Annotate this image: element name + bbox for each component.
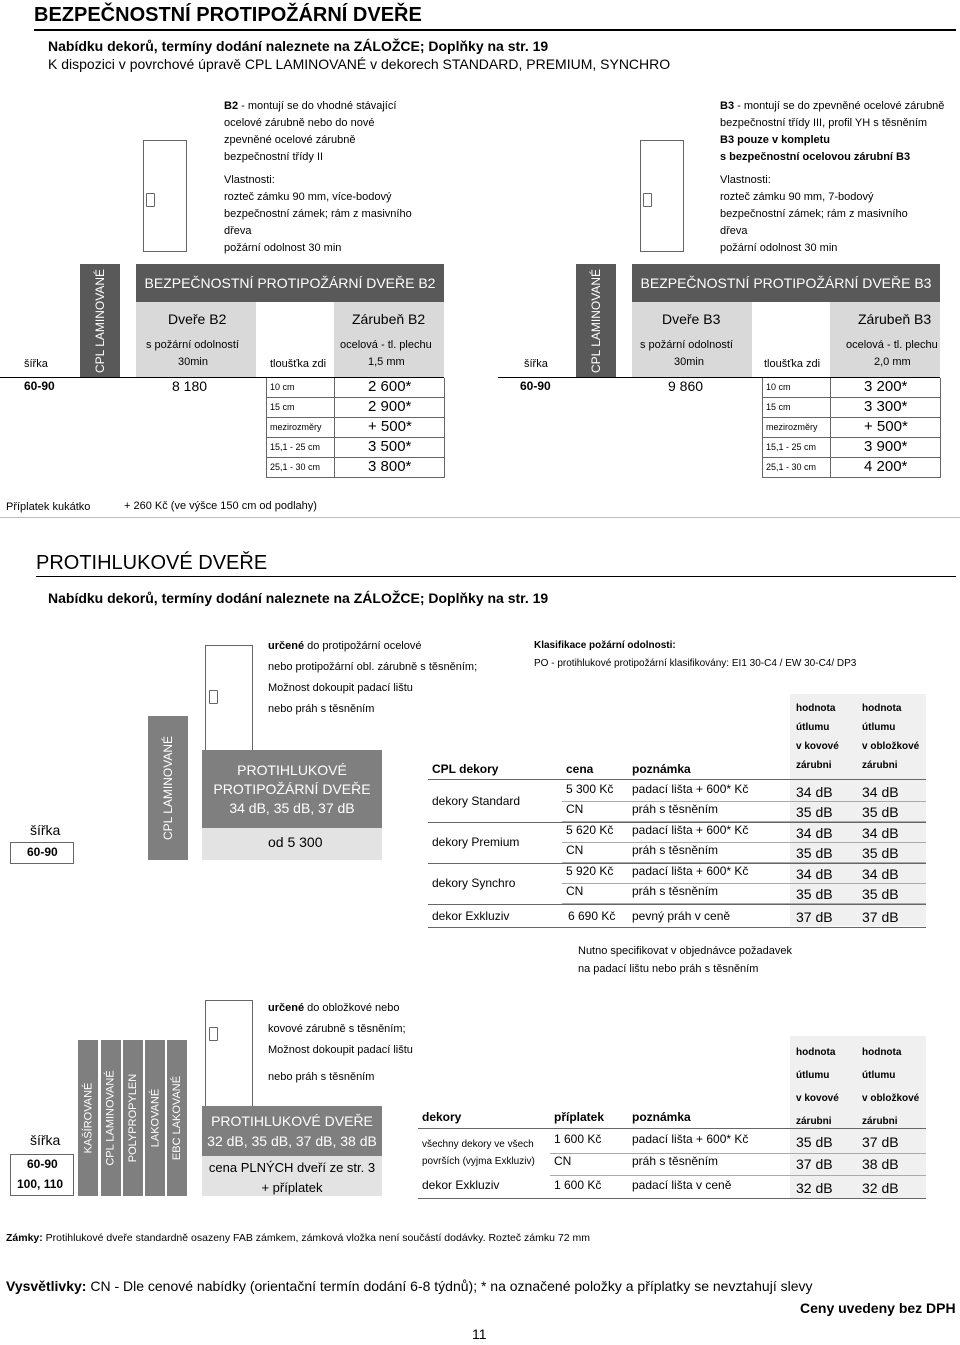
p1-width-value: 60-90 bbox=[27, 845, 58, 859]
b2-row-divider bbox=[266, 457, 444, 458]
door-b2-illustration bbox=[143, 140, 187, 252]
b2-row-divider bbox=[266, 477, 444, 478]
b3-col-divider bbox=[762, 378, 763, 478]
b2-frame-price-row: 2 900* bbox=[368, 398, 412, 415]
p1-decor-group: dekory Premium bbox=[432, 835, 520, 849]
b3-thickness-row: 25,1 - 30 cm bbox=[766, 462, 817, 472]
p1-col-lining: hodnota útlumu v obložkové zárubni bbox=[862, 703, 920, 771]
p1-price-cell: CN bbox=[566, 884, 584, 898]
b3-frame-price-row: 3 300* bbox=[864, 398, 908, 415]
p1-metal-db: 34 dB bbox=[796, 825, 833, 841]
p2-price-note: cena PLNÝCH dveří ze str. 3 + příplatek bbox=[208, 1160, 376, 1195]
b3-thickness-row: mezirozměry bbox=[766, 422, 818, 432]
p1-exkl-note: pevný práh v ceně bbox=[632, 909, 731, 923]
p2-finish-label: CPL LAMINOVANÉ bbox=[105, 1070, 118, 1166]
p1-metal-db: 35 dB bbox=[796, 886, 833, 902]
door-p1-illustration bbox=[205, 645, 253, 759]
b3-col-divider bbox=[940, 378, 941, 478]
p2-finish-vertical-4 bbox=[167, 1040, 187, 1196]
b3-frame-price-row: 3 900* bbox=[864, 438, 908, 455]
b2-frame-sub: ocelová - tl. plechu bbox=[340, 339, 432, 351]
p2-note-cell: práh s těsněním bbox=[632, 1154, 719, 1168]
p2-metal-db: 35 dB bbox=[796, 1134, 833, 1150]
p1-finish-vertical: CPL LAMINOVANÉ bbox=[148, 716, 188, 860]
b2-row-divider bbox=[266, 397, 444, 398]
b2-door-price: 8 180 bbox=[172, 378, 208, 394]
p2-row-divider bbox=[550, 1175, 926, 1176]
b2-thickness-row: mezirozměry bbox=[270, 422, 322, 432]
b2-door-sub2: 30min bbox=[178, 356, 208, 368]
b2-frame-price-row: 3 500* bbox=[368, 438, 412, 455]
p2-finish-label: KAŠÍROVANÉ bbox=[82, 1082, 94, 1154]
p1-note-cell: práh s těsněním bbox=[632, 884, 719, 898]
b3-door-header: Dveře B3 bbox=[662, 311, 721, 327]
b3-banner: BEZPEČNOSTNÍ PROTIPOŽÁRNÍ DVEŘE B3 bbox=[632, 264, 940, 302]
b3-thickness-row: 15 cm bbox=[766, 402, 791, 412]
prices-note: Ceny uvedeny bez DPH bbox=[800, 1300, 956, 1316]
b2-row-divider bbox=[266, 417, 444, 418]
b3-row-divider bbox=[762, 437, 940, 438]
b3-thickness-row: 10 cm bbox=[766, 382, 791, 392]
b3-row-divider bbox=[762, 477, 940, 478]
b2-frame-header: Zárubeň B2 bbox=[352, 311, 426, 327]
p1-note-cell: padací lišta + 600* Kč bbox=[632, 864, 749, 878]
b3-thickness-label: tloušťka zdi bbox=[764, 358, 821, 370]
page-number: 11 bbox=[472, 1326, 487, 1342]
b2-thickness-row: 15 cm bbox=[270, 402, 295, 412]
page-title: BEZPEČNOSTNÍ PROTIPOŽÁRNÍ DVEŘE bbox=[34, 4, 422, 26]
legend: Vysvětlivky: CN - Dle cenové nabídky (orientační termín dodání 6-8 týdnů); * na označené položky a příplatky se nevztahují slevy bbox=[6, 1278, 813, 1294]
b3-frame-sub2: 2,0 mm bbox=[874, 356, 911, 368]
b3-finish-vertical: CPL LAMINOVANÉ bbox=[576, 264, 616, 378]
b2-finish-vertical: CPL LAMINOVANÉ bbox=[80, 264, 120, 378]
p1-bottom-line bbox=[428, 927, 926, 928]
p1-product-name: PROTIHLUKOVÉ PROTIPOŽÁRNÍ DVEŘE 34 dB, 35 dB, 37 dB bbox=[202, 750, 382, 828]
p1-lining-db: 34 dB bbox=[862, 825, 899, 841]
b2-thickness-row: 25,1 - 30 cm bbox=[270, 462, 321, 472]
p1-exkl-price: 6 690 Kč bbox=[568, 909, 616, 923]
p1-width-label: šířka bbox=[30, 822, 61, 838]
p1-col-metal: hodnota útlumu v kovové zárubni bbox=[796, 703, 839, 771]
p1-metal-db: 35 dB bbox=[796, 845, 833, 861]
p2-finish-label: LAKOVANÉ bbox=[149, 1088, 161, 1148]
p1-metal-db: 35 dB bbox=[796, 804, 833, 820]
p1-lining-db: 34 dB bbox=[862, 866, 899, 882]
p2-col-metal: hodnota útlumu v kovové zárubni bbox=[796, 1047, 839, 1127]
b2-col-divider bbox=[334, 378, 335, 478]
subtitle-1: Nabídku dekorů, termíny dodání naleznete na ZÁLOŽCE; Doplňky na str. 19 bbox=[48, 38, 549, 54]
p1-decor-group: dekory Synchro bbox=[432, 876, 516, 890]
b2-frame-price-row: 2 600* bbox=[368, 378, 412, 395]
p1-note: Nutno specifikovat v objednávce požadavek na padací lištu nebo práh s těsněním bbox=[578, 945, 793, 975]
p2-surcharge-cell: 1 600 Kč bbox=[554, 1132, 602, 1146]
p2-note-cell: padací lišta + 600* Kč bbox=[632, 1132, 749, 1146]
b3-door-price: 9 860 bbox=[668, 378, 704, 394]
p1-lining-db: 35 dB bbox=[862, 886, 899, 902]
p2-metal-db: 37 dB bbox=[796, 1156, 833, 1172]
p2-finish-label: POLYPROPYLEN bbox=[127, 1073, 140, 1163]
p1-note-cell: práh s těsněním bbox=[632, 802, 719, 816]
p2-row-divider bbox=[550, 1153, 926, 1154]
b3-col-divider bbox=[830, 378, 831, 478]
b3-frame-header: Zárubeň B3 bbox=[858, 311, 932, 327]
door-p2-illustration bbox=[205, 1000, 253, 1114]
p1-metal-db: 34 dB bbox=[796, 866, 833, 882]
p2-lining-db: 38 dB bbox=[862, 1156, 899, 1172]
p2-surcharge-cell: CN bbox=[554, 1154, 572, 1168]
b2-door-sub: s požární odolností bbox=[146, 339, 239, 351]
peephole-label: Příplatek kukátko bbox=[6, 501, 91, 513]
b3-frame-price-row: + 500* bbox=[864, 418, 908, 435]
b3-frame-sub: ocelová - tl. plechu bbox=[846, 339, 938, 351]
p2-width-label: šířka bbox=[30, 1132, 61, 1148]
p1-price-cell: 5 300 Kč bbox=[566, 782, 614, 796]
b2-col-divider bbox=[444, 378, 445, 478]
p2-th-surcharge: příplatek bbox=[554, 1110, 605, 1124]
p1-exkl-name: dekor Exkluziv bbox=[432, 909, 510, 923]
p1-row-divider bbox=[562, 801, 926, 802]
peephole-value: + 260 Kč (ve výšce 150 cm od podlahy) bbox=[124, 500, 317, 512]
b3-thickness-row: 15,1 - 25 cm bbox=[766, 442, 817, 452]
p1-lining-db: 35 dB bbox=[862, 845, 899, 861]
subtitle-2: K dispozici v povrchové úpravě CPL LAMINOVANÉ v dekorech STANDARD, PREMIUM, SYNCHRO bbox=[48, 56, 671, 72]
b2-width-value: 60-90 bbox=[24, 379, 55, 393]
p2-th-note: poznámka bbox=[632, 1110, 691, 1124]
b2-door-header: Dveře B2 bbox=[168, 311, 227, 327]
p2-finish-vertical-1 bbox=[101, 1040, 121, 1196]
p2-lining-db: 37 dB bbox=[862, 1134, 899, 1150]
p1-th-price: cena bbox=[566, 762, 594, 776]
p1-th-decor: CPL dekory bbox=[432, 762, 499, 776]
p1-note-cell: padací lišta + 600* Kč bbox=[632, 782, 749, 796]
p2-width-value-1: 60-90 bbox=[27, 1157, 58, 1171]
p1-classification: PO - protihlukové protipožární klasifikovány: EI1 30-C4 / EW 30-C4/ DP3 bbox=[534, 658, 857, 669]
b2-thickness-row: 15,1 - 25 cm bbox=[270, 442, 321, 452]
p2-width-value-2: 100, 110 bbox=[17, 1177, 64, 1191]
b3-frame-price-row: 4 200* bbox=[864, 458, 908, 475]
b3-door-sub: s požární odolností bbox=[640, 339, 733, 351]
p1-group-divider bbox=[428, 904, 926, 905]
p1-decor-group: dekory Standard bbox=[432, 794, 521, 808]
p1-usage: určené do protipožární ocelové nebo protipožární obl. zárubně s těsněním; Možnost dokoupit padací lištu nebo práh s těsněním bbox=[268, 640, 478, 715]
p1-note-cell: práh s těsněním bbox=[632, 843, 719, 857]
b2-thickness-label: tloušťka zdi bbox=[270, 358, 327, 370]
p1-price-cell: 5 620 Kč bbox=[566, 823, 614, 837]
b2-frame-sub2: 1,5 mm bbox=[368, 356, 405, 368]
b2-frame-price-row: + 500* bbox=[368, 418, 412, 435]
p2-finish-vertical-0 bbox=[78, 1040, 98, 1196]
b3-row-divider bbox=[762, 457, 940, 458]
subtitle-3: Nabídku dekorů, termíny dodání naleznete na ZÁLOŽCE; Doplňky na str. 19 bbox=[48, 590, 549, 606]
section-title-soundproof: PROTIHLUKOVÉ DVEŘE bbox=[36, 552, 268, 574]
p1-metal-db: 34 dB bbox=[796, 784, 833, 800]
p1-exkl-lining-db: 37 dB bbox=[862, 909, 899, 925]
p1-price-cell: CN bbox=[566, 802, 584, 816]
b3-row-divider bbox=[762, 417, 940, 418]
p1-lining-db: 35 dB bbox=[862, 804, 899, 820]
b3-width-label: šířka bbox=[524, 358, 548, 370]
b2-row-divider bbox=[266, 437, 444, 438]
b2-banner: BEZPEČNOSTNÍ PROTIPOŽÁRNÍ DVEŘE B2 bbox=[136, 264, 444, 302]
b3-description: B3 - montují se do zpevněné ocelové zárubně bezpečnostní třídy III, profil YH s těsněním B3 pouze v kompletu s bezpečnostní ocelovou zárubní B3 Vlastnosti: rozteč zámku 90 mm, 7-bodový bezpečnostní zámek; rám z masivního dřeva požární odolnost 30 min bbox=[720, 100, 945, 254]
p1-from-price: od 5 300 bbox=[268, 834, 323, 850]
door-b3-illustration bbox=[640, 140, 684, 252]
p1-lining-db: 34 dB bbox=[862, 784, 899, 800]
p2-finish-vertical-2 bbox=[123, 1040, 143, 1196]
p2-exkl-note: padací lišta v ceně bbox=[632, 1178, 732, 1192]
p1-price-cell: 5 920 Kč bbox=[566, 864, 614, 878]
p2-exkl-metal-db: 32 dB bbox=[796, 1180, 833, 1196]
b3-row-divider bbox=[762, 397, 940, 398]
b2-description: B2 - montují se do vhodné stávající ocelové zárubně nebo do nové zpevněné ocelové zárubně bezpečnostní třídy II Vlastnosti: rozteč zámku 90 mm, více-bodový bezpečnostní zámek; rám z masivního dřeva požární odolnost 30 min bbox=[224, 100, 412, 254]
p1-price-cell: CN bbox=[566, 843, 584, 857]
p1-th-note: poznámka bbox=[632, 762, 691, 776]
p2-exkl-lining-db: 32 dB bbox=[862, 1180, 899, 1196]
p1-exkl-metal-db: 37 dB bbox=[796, 909, 833, 925]
p2-usage: určené do obložkové nebo kovové zárubně s těsněním; Možnost dokoupit padací lištu nebo práh s těsněním bbox=[268, 1002, 413, 1083]
b3-width-value: 60-90 bbox=[520, 379, 551, 393]
p1-row-divider bbox=[562, 883, 926, 884]
p2-col-lining: hodnota útlumu v obložkové zárubni bbox=[862, 1047, 920, 1127]
p2-exkl-name: dekor Exkluziv bbox=[422, 1178, 500, 1192]
p1-classification-header: Klasifikace požární odolnosti: bbox=[534, 640, 676, 651]
p2-bottom-line bbox=[418, 1198, 926, 1199]
b2-thickness-row: 10 cm bbox=[270, 382, 295, 392]
p1-row-divider bbox=[562, 842, 926, 843]
b3-door-sub2: 30min bbox=[674, 356, 704, 368]
b2-width-label: šířka bbox=[24, 358, 48, 370]
locks-note: Zámky: Protihlukové dveře standardně osazeny FAB zámkem, zámková vložka není součástí dodávky. Rozteč zámku 72 mm bbox=[6, 1232, 590, 1244]
p1-note-cell: padací lišta + 600* Kč bbox=[632, 823, 749, 837]
p2-product-name: PROTIHLUKOVÉ DVEŘE 32 dB, 35 dB, 37 dB, 38 dB bbox=[202, 1106, 382, 1156]
p2-th-decor: dekory bbox=[422, 1110, 462, 1124]
p2-exkl-price: 1 600 Kč bbox=[554, 1178, 602, 1192]
b2-col-divider bbox=[266, 378, 267, 478]
p2-finish-vertical-3 bbox=[145, 1040, 165, 1196]
b3-frame-price-row: 3 200* bbox=[864, 378, 908, 395]
p2-all-decors: všechny dekory ve všech površích (vyjma Exkluziv) bbox=[422, 1139, 535, 1167]
b2-frame-price-row: 3 800* bbox=[368, 458, 412, 475]
p2-finish-label: EBC LAKOVANÉ bbox=[171, 1075, 184, 1161]
